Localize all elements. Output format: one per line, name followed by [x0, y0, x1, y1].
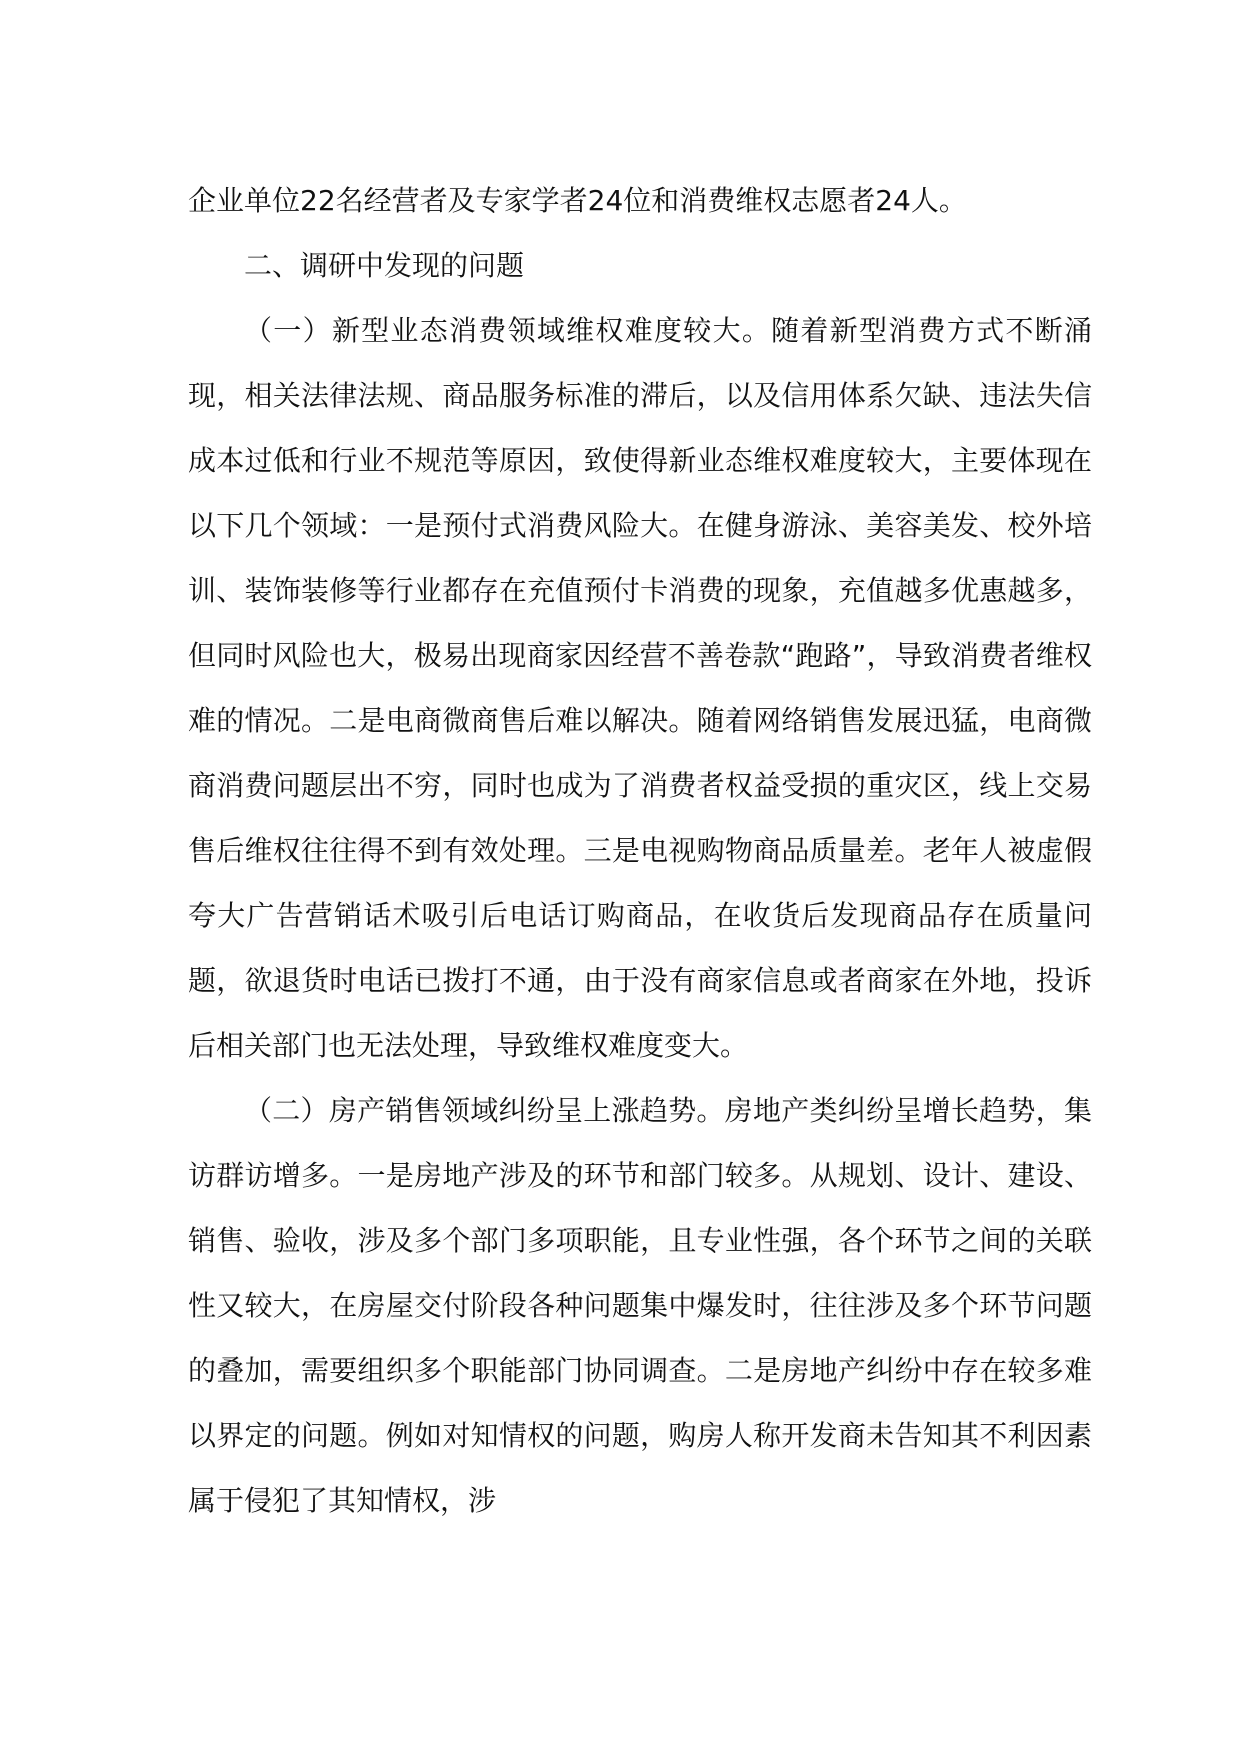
document-page [188, 168, 1092, 1533]
section-heading: 二、调研中发现的问题 [244, 249, 525, 282]
paragraph-real-estate: （二）房产销售领域纠纷呈上涨趋势。房地产类纠纷呈增长趋势，集访群访增多。一是房地产涉及的环节和部门较多。从规划、设计、建设、销售、验收，涉及多个部门多项职能，且专业性强，各个环节之间的关联性又较大，在房屋交付阶段各种问题集中爆发时，往往涉及多个环节问题的叠加，需要组织多个职能部门协同调查。二是房地产纠纷中存在较多难以界定的问题。例如对知情权的问题，购房人称开发商未告知其不利因素属于侵犯了其知情权，涉 [188, 1094, 1092, 1517]
paragraph-new-business-models: （一）新型业态消费领域维权难度较大。随着新型消费方式不断涌现，相关法律法规、商品服务标准的滞后，以及信用体系欠缺、违法失信成本过低和行业不规范等原因，致使得新业态维权难度较大，主要体现在以下几个领域：一是预付式消费风险大。在健身游泳、美容美发、校外培训、装饰装修等行业都存在充值预付卡消费的现象，充值越多优惠越多，但同时风险也大，极易出现商家因经营不善卷款“跑路”，导致消费者维权难的情况。二是电商微商售后难以解决。随着网络销售发展迅猛，电商微商消费问题层出不穷，同时也成为了消费者权益受损的重灾区，线上交易售后维权往往得不到有效处理。三是电视购物商品质量差。老年人被虚假夸大广告营销话术吸引后电话订购商品，在收货后发现商品存在质量问题，欲退货时电话已拨打不通，由于没有商家信息或者商家在外地，投诉后相关部门也无法处理，导致维权难度变大。 [188, 314, 1092, 1062]
paragraph-continuation: 企业单位22名经营者及专家学者24位和消费维权志愿者24人。 [188, 184, 967, 217]
